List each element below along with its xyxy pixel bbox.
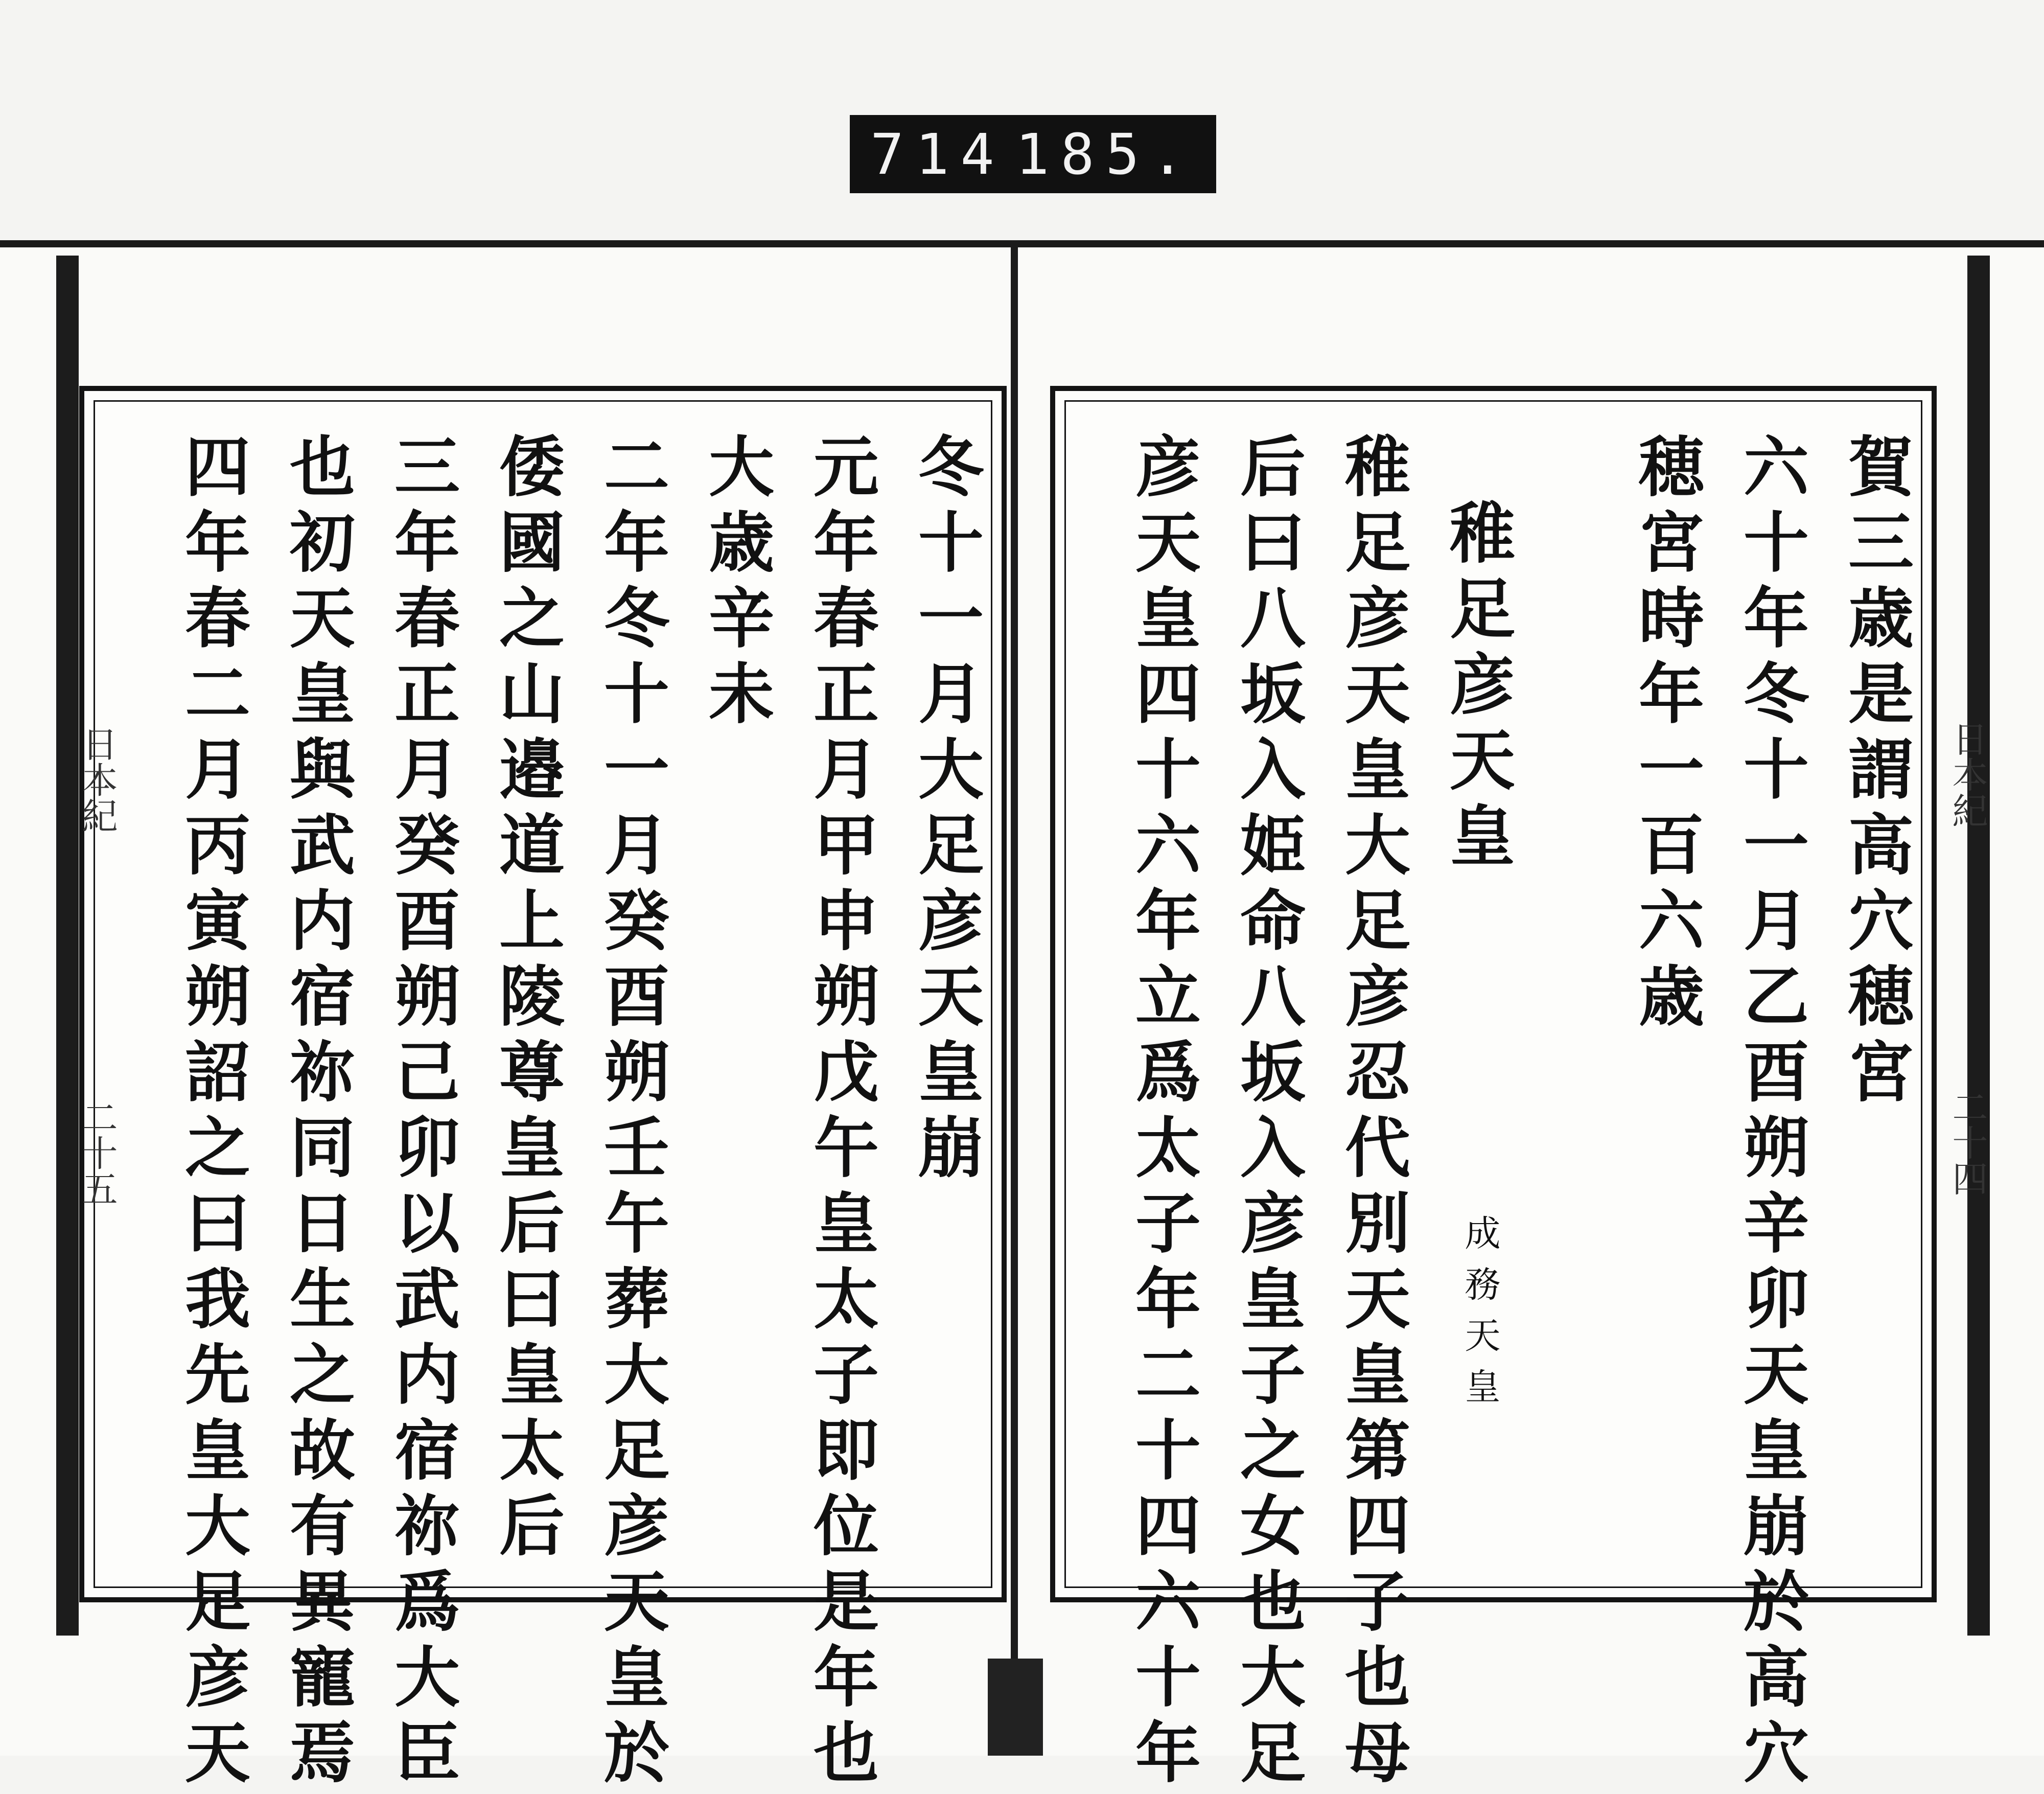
left-page-edge: [56, 256, 79, 1636]
text-column: 賀三歳是謂高穴穂宮: [1837, 432, 1914, 1113]
right-margin-title: 日本紀: [1946, 721, 1988, 828]
right-page-edge: [1967, 256, 1990, 1636]
text-column: 三年春正月癸酉朔己卯以武内宿祢爲大臣: [383, 432, 460, 1794]
text-column: 冬十一月大足彦天皇崩: [907, 432, 984, 1189]
text-column: 也初天皇與武内宿祢同日生之故有異寵焉: [278, 432, 355, 1794]
left-page: [79, 386, 1007, 1794]
catalog-number: 714: [870, 121, 1006, 187]
section-heading: 稚足彦天皇: [1438, 499, 1515, 877]
text-column: 大歳辛未: [698, 432, 774, 735]
right-page-frame: [1064, 400, 1922, 1794]
text-column: 穂宮時年一百六歳: [1628, 432, 1704, 1038]
text-column: 六十年冬十一月乙酉朔辛卯天皇崩於高穴: [1732, 432, 1809, 1794]
left-page-frame: [94, 400, 992, 1794]
text-column: 二年冬十一月癸酉朔壬午葬大足彦天皇於: [593, 432, 669, 1794]
catalog-label: [850, 115, 1216, 193]
text-column: 倭國之山邉道上陵尊皇后曰皇太后: [488, 432, 565, 1567]
text-column: 稚足彦天皇大足彦忍代別天皇第四子也母: [1334, 432, 1410, 1794]
left-margin-title: 日本紀: [76, 726, 118, 833]
book-spine: [1011, 240, 1018, 1671]
reign-note: 成務天皇: [1459, 1214, 1501, 1419]
text-column: 彦天皇四十六年立爲太子年二十四六十年: [1124, 432, 1201, 1794]
text-column: 元年春正月甲申朔戊午皇太子即位是年也: [802, 432, 879, 1794]
text-column: 后曰八坂入姫命八坂入彦皇子之女也大足: [1229, 432, 1306, 1794]
book-top-edge: [0, 240, 2044, 247]
text-column: 四年春二月丙寅朔詔之曰我先皇大足彦天: [174, 432, 250, 1794]
left-margin-page-number: 二十五: [76, 1099, 118, 1206]
right-margin-page-number: 二十四: [1946, 1089, 1988, 1196]
spine-shadow: [988, 1659, 1043, 1756]
page-number-label: 185.: [1015, 121, 1196, 187]
right-page: [1050, 386, 1937, 1794]
